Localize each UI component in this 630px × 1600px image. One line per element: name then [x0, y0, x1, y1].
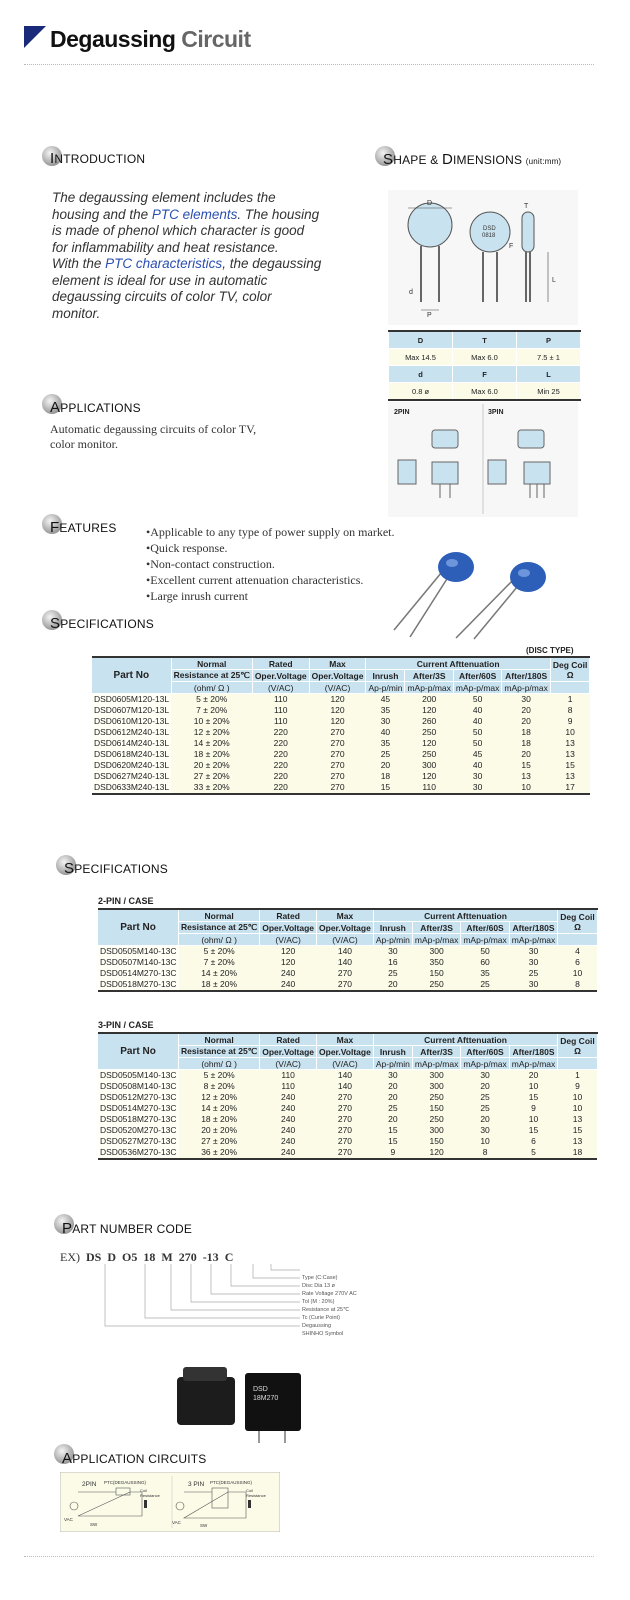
list-item: • Large inrush current — [146, 588, 394, 604]
table-cell: 120 — [309, 694, 366, 706]
features-heading: FEATURES — [50, 519, 117, 536]
table-cell: DSD0507M140-13C — [100, 957, 177, 967]
disc-type-label: (DISC TYPE) — [526, 646, 574, 655]
table-cell: 300 — [412, 1125, 460, 1136]
table-cell: DSD0518M270-13C — [100, 1114, 177, 1124]
svg-text:Coil: Coil — [246, 1488, 253, 1493]
table-cell: 13 — [550, 749, 589, 760]
table-cell: 18 — [502, 738, 550, 749]
table-cell: 240 — [260, 1103, 317, 1114]
table-cell: 50 — [461, 946, 509, 958]
table-cell: 17 — [550, 782, 589, 794]
table-cell: 300 — [412, 1070, 460, 1082]
table-cell: 12 ± 20% — [179, 1092, 260, 1103]
table-cell: 300 — [412, 946, 460, 958]
table-cell: 40 — [453, 760, 501, 771]
table-cell: 5 ± 20% — [179, 1070, 260, 1082]
table-cell: 150 — [412, 1136, 460, 1147]
features-list — [146, 524, 394, 604]
table-row — [98, 1081, 597, 1092]
table-cell: 25 — [373, 1103, 412, 1114]
table-cell: 10 — [558, 968, 597, 979]
table-cell: 30 — [453, 771, 501, 782]
table-cell: 240 — [260, 1147, 317, 1159]
table-cell: 270 — [317, 1103, 374, 1114]
svg-text:Resistance: Resistance — [246, 1493, 266, 1498]
table-row — [92, 771, 590, 782]
table-cell: 270 — [317, 968, 374, 979]
table-cell: DSD0612M240-13L — [94, 727, 170, 737]
table-cell: 20 — [373, 1092, 412, 1103]
table-cell: 140 — [317, 1081, 374, 1092]
table-cell: 60 — [461, 957, 509, 968]
table-cell: 120 — [405, 771, 453, 782]
table-row — [98, 1103, 597, 1114]
table-cell: 25 — [461, 979, 509, 991]
table-cell: 45 — [453, 749, 501, 760]
table-cell: 6 — [558, 957, 597, 968]
table-cell: 1 — [550, 694, 589, 706]
table-cell: 240 — [260, 1114, 317, 1125]
table-cell: 8 — [550, 705, 589, 716]
table-cell: 10 — [550, 727, 589, 738]
table-row — [92, 760, 590, 771]
svg-text:DSD: DSD — [253, 1386, 268, 1393]
table-row — [98, 946, 597, 958]
table-cell: 50 — [453, 727, 501, 738]
table-cell: 30 — [373, 946, 412, 958]
table-cell: 270 — [317, 1092, 374, 1103]
table-cell: DSD0536M270-13C — [100, 1147, 177, 1157]
table-cell: 18 — [502, 727, 550, 738]
svg-text:18M270: 18M270 — [253, 1395, 279, 1402]
specifications-heading: SPECIFICATIONS — [64, 860, 168, 877]
dimension-drawing — [388, 190, 578, 325]
table-cell: 240 — [260, 1125, 317, 1136]
table-cell: 140 — [317, 946, 374, 958]
table-cell: 9 — [509, 1103, 557, 1114]
table-cell: 25 — [509, 968, 557, 979]
table-cell: 20 — [373, 1081, 412, 1092]
table-cell: 240 — [260, 1092, 317, 1103]
divider — [24, 1556, 594, 1557]
table-cell: 110 — [252, 705, 309, 716]
svg-text:PTC(DEGAUSSING): PTC(DEGAUSSING) — [210, 1480, 253, 1485]
svg-text:SW: SW — [200, 1523, 208, 1528]
table-row — [92, 727, 590, 738]
table-cell: 120 — [309, 716, 366, 727]
table-cell: 20 — [461, 1114, 509, 1125]
table-cell: 250 — [412, 979, 460, 991]
table-cell: DSD0508M140-13C — [100, 1081, 177, 1091]
table-cell: DSD0610M120-13L — [94, 716, 170, 726]
table-cell: 270 — [317, 1125, 374, 1136]
svg-text:3 PIN: 3 PIN — [188, 1481, 205, 1488]
introduction-heading: INTRODUCTION — [50, 150, 146, 167]
table-cell: 250 — [405, 727, 453, 738]
table-row — [92, 782, 590, 794]
table-cell: 150 — [412, 1103, 460, 1114]
table-cell: 27 ± 20% — [171, 771, 252, 782]
table-cell: 270 — [317, 1147, 374, 1159]
table-cell: 13 — [558, 1114, 597, 1125]
applications-text: Automatic degaussing circuits of color TV, color monitor. — [50, 422, 257, 451]
table-cell: 30 — [509, 979, 557, 991]
table-row — [98, 1136, 597, 1147]
two-pin-spec-table: Part No Normal Rated Max Current Afttenuation Deg Coil Ω Resistance at 25℃ Oper.Voltage Oper.Voltage Inrush After/3S After/60S After/180S (ohm/ Ω ) (V/AC) (V/AC) Ap-p/min mAp-p/max mAp-p/max mAp-p/max DSD0505M140-13C 5 ± 20% 120 140 30 300 50 30 4 DSD0507M140-13C 7 ± 20% 120 140 16 350 60 30 6 DSD0514M270-13C 14 ± 20% 240 270 25 150 35 25 10 DSD0518M270-13C 18 ± 20% 240 270 20 250 25 30 8 — [98, 908, 598, 992]
table-cell: 300 — [412, 1081, 460, 1092]
table-cell: 270 — [309, 727, 366, 738]
table-cell: 220 — [252, 727, 309, 738]
table-cell: DSD0527M270-13C — [100, 1136, 177, 1146]
table-cell: 15 — [509, 1092, 557, 1103]
table-cell: 20 — [366, 760, 405, 771]
table-row — [98, 1147, 597, 1159]
table-cell: 6 — [509, 1136, 557, 1147]
table-cell: DSD0518M270-13C — [100, 979, 177, 989]
table-cell: 10 ± 20% — [171, 716, 252, 727]
table-cell: 260 — [405, 716, 453, 727]
table-cell: 270 — [317, 1114, 374, 1125]
page-title: Degaussing Circuit — [50, 26, 251, 52]
table-cell: 120 — [260, 957, 317, 968]
list-item: • Applicable to any type of power supply on market. — [146, 524, 394, 540]
table-cell: DSD0633M240-13L — [94, 782, 170, 792]
table-cell: 40 — [366, 727, 405, 738]
table-cell: 7 ± 20% — [179, 957, 260, 968]
table-cell: 110 — [252, 694, 309, 706]
table-cell: 50 — [453, 738, 501, 749]
table-cell: 20 — [373, 1114, 412, 1125]
table-cell: 110 — [405, 782, 453, 794]
table-cell: 20 — [502, 705, 550, 716]
svg-text:VAC: VAC — [64, 1517, 73, 1522]
list-item: • Non-contact construction. — [146, 556, 394, 572]
shape-dimensions-heading: SHAPE & DIMENSIONS (unit:mm) — [383, 151, 562, 168]
table-cell: 30 — [461, 1070, 509, 1082]
table-cell: 240 — [260, 1136, 317, 1147]
table-row — [92, 705, 590, 716]
table-cell: 35 — [461, 968, 509, 979]
table-cell: 10 — [509, 1081, 557, 1092]
table-cell: 270 — [317, 1136, 374, 1147]
part-number-leader-lines — [95, 1264, 305, 1336]
table-cell: 140 — [317, 957, 374, 968]
table-cell: 25 — [461, 1103, 509, 1114]
table-cell: 220 — [252, 782, 309, 794]
table-cell: 7 ± 20% — [171, 705, 252, 716]
table-cell: 120 — [309, 705, 366, 716]
table-cell: 25 — [373, 968, 412, 979]
table-cell: 110 — [252, 716, 309, 727]
table-cell: 270 — [309, 749, 366, 760]
table-cell: DSD0614M240-13L — [94, 738, 170, 748]
table-cell: 8 — [558, 979, 597, 991]
table-cell: 9 — [550, 716, 589, 727]
svg-text:DSD: DSD — [483, 226, 496, 232]
svg-text:d: d — [409, 289, 413, 296]
application-circuits-heading: APPLICATION CIRCUITS — [62, 1450, 207, 1467]
table-cell: DSD0514M270-13C — [100, 968, 177, 978]
part-number-legend: Type (C:Case) Disc Dia 13 ø Rate Voltage 270V AC Tol (M : 20%) Resistance at 25℃ Tc (Curie Point) Degaussing SHINHO Symbol — [302, 1275, 357, 1337]
table-cell: 30 — [453, 782, 501, 794]
table-cell: DSD0505M140-13C — [100, 1070, 177, 1080]
table-cell: 10 — [509, 1114, 557, 1125]
table-cell: DSD0520M270-13C — [100, 1125, 177, 1135]
table-cell: 15 — [366, 782, 405, 794]
svg-text:3PIN: 3PIN — [488, 409, 504, 416]
list-item: • Excellent current attenuation characteristics. — [146, 572, 394, 588]
table-cell: 16 — [373, 957, 412, 968]
table-cell: 120 — [412, 1147, 460, 1159]
table-cell: 120 — [405, 705, 453, 716]
table-cell: 14 ± 20% — [179, 1103, 260, 1114]
table-cell: 20 ± 20% — [179, 1125, 260, 1136]
table-cell: 40 — [453, 716, 501, 727]
table-cell: 270 — [309, 760, 366, 771]
table-row — [98, 1092, 597, 1103]
svg-text:Resistance: Resistance — [140, 1493, 160, 1498]
list-item: • Quick response. — [146, 540, 394, 556]
table-cell: 220 — [252, 738, 309, 749]
svg-text:PTC(DEGAUSSING): PTC(DEGAUSSING) — [104, 1480, 147, 1485]
table-cell: 30 — [461, 1125, 509, 1136]
svg-text:D: D — [427, 200, 433, 207]
table-row — [98, 1114, 597, 1125]
table-cell: 18 — [366, 771, 405, 782]
table-cell: 40 — [453, 705, 501, 716]
table-cell: 18 ± 20% — [179, 979, 260, 991]
svg-text:VAC: VAC — [172, 1520, 181, 1525]
table-row — [92, 749, 590, 760]
disc-spec-table: Part No Normal Rated Max Current Afttenuation Deg Coil Ω Resistance at 25℃ Oper.Voltage Oper.Voltage Inrush After/3S After/60S After/180S (ohm/ Ω ) (V/AC) (V/AC) Ap-p/min mAp-p/max mAp-p/max mAp-p/max DSD0605M120-13L 5 ± 20% 110 120 45 200 50 30 1 DSD0607M120-13L 7 ± 20% 110 120 35 120 40 20 8 DSD0610M120-13L 10 ± 20% 110 120 30 260 40 20 9 DSD0612M240-13L 12 ± 20% 220 270 40 250 50 18 10 DSD0614M240-13L 14 ± 20% 220 270 35 120 50 18 13 DSD0618M240-13L 18 ± 20% 220 270 25 250 45 20 13 DSD0620M240-13L 20 ± 20% 220 270 20 300 40 15 15 DSD0627M240-13L 27 ± 20% 220 270 18 120 30 13 13 DSD0633M240-13L 33 ± 20% 220 270 15 110 30 10 17 — [92, 656, 590, 795]
table-cell: DSD0620M240-13L — [94, 760, 170, 770]
table-cell: 15 — [373, 1136, 412, 1147]
table-cell: 18 — [558, 1147, 597, 1159]
table-cell: 15 — [509, 1125, 557, 1136]
table-cell: 20 — [502, 749, 550, 760]
table-cell: 13 — [550, 771, 589, 782]
table-cell: 150 — [412, 968, 460, 979]
table-cell: 13 — [558, 1136, 597, 1147]
table-row — [98, 968, 597, 979]
table-cell: DSD0514M270-13C — [100, 1103, 177, 1113]
table-row — [98, 957, 597, 968]
table-cell: 270 — [309, 771, 366, 782]
table-row — [92, 694, 590, 706]
table-cell: 20 — [509, 1070, 557, 1082]
application-circuit-diagram — [60, 1472, 280, 1532]
table-cell: 5 ± 20% — [179, 946, 260, 958]
table-cell: 110 — [260, 1070, 317, 1082]
table-cell: 350 — [412, 957, 460, 968]
table-cell: 250 — [405, 749, 453, 760]
svg-text:P: P — [427, 312, 432, 319]
table-cell: 15 — [558, 1125, 597, 1136]
table-cell: DSD0505M140-13C — [100, 946, 177, 956]
table-cell: 10 — [502, 782, 550, 794]
svg-text:F: F — [509, 243, 514, 250]
svg-text:0818: 0818 — [482, 233, 496, 239]
two-pin-case-label: 2-PIN / CASE — [98, 896, 154, 906]
table-cell: 20 — [461, 1081, 509, 1092]
disc-product-image — [390, 525, 570, 640]
svg-text:2PIN: 2PIN — [82, 1481, 97, 1488]
table-cell: 120 — [405, 738, 453, 749]
case-product-image — [175, 1365, 305, 1445]
table-cell: 300 — [405, 760, 453, 771]
table-cell: 250 — [412, 1092, 460, 1103]
table-cell: 13 — [550, 738, 589, 749]
applications-heading: APPLICATIONS — [50, 399, 141, 416]
table-cell: 4 — [558, 946, 597, 958]
svg-text:2PIN: 2PIN — [394, 409, 410, 416]
svg-text:SW: SW — [90, 1522, 98, 1527]
table-cell: 5 ± 20% — [171, 694, 252, 706]
specifications-heading: SPECIFICATIONS — [50, 615, 154, 632]
table-row — [98, 979, 597, 991]
table-cell: 220 — [252, 760, 309, 771]
title-triangle-icon — [24, 26, 46, 48]
dimension-table: D T P Max 14.5 Max 6.0 7.5 ± 1 d F L 0.8 ø Max 6.0 Min 25 — [388, 330, 581, 401]
divider — [24, 64, 594, 65]
table-cell: 220 — [252, 749, 309, 760]
table-cell: 30 — [509, 946, 557, 958]
table-cell: 20 ± 20% — [171, 760, 252, 771]
table-cell: 33 ± 20% — [171, 782, 252, 794]
svg-text:L: L — [552, 277, 556, 284]
table-cell: 20 — [502, 716, 550, 727]
table-cell: 27 ± 20% — [179, 1136, 260, 1147]
table-cell: 8 — [461, 1147, 509, 1159]
table-cell: 35 — [366, 738, 405, 749]
table-cell: 240 — [260, 968, 317, 979]
table-cell: 30 — [502, 694, 550, 706]
table-cell: 35 — [366, 705, 405, 716]
three-pin-case-label: 3-PIN / CASE — [98, 1020, 154, 1030]
table-cell: DSD0607M120-13L — [94, 705, 170, 715]
table-cell: 200 — [405, 694, 453, 706]
table-cell: 14 ± 20% — [171, 738, 252, 749]
table-cell: 8 ± 20% — [179, 1081, 260, 1092]
table-cell: 25 — [366, 749, 405, 760]
table-cell: 50 — [453, 694, 501, 706]
table-cell: 120 — [260, 946, 317, 958]
table-cell: 15 — [373, 1125, 412, 1136]
table-cell: 240 — [260, 979, 317, 991]
pin-case-drawing — [388, 402, 578, 517]
table-row — [98, 1070, 597, 1082]
table-row — [98, 1125, 597, 1136]
table-cell: 250 — [412, 1114, 460, 1125]
table-cell: 15 — [502, 760, 550, 771]
table-cell: 1 — [558, 1070, 597, 1082]
table-cell: 36 ± 20% — [179, 1147, 260, 1159]
table-cell: 5 — [509, 1147, 557, 1159]
table-cell: DSD0618M240-13L — [94, 749, 170, 759]
table-cell: 30 — [366, 716, 405, 727]
three-pin-spec-table: Part No Normal Rated Max Current Afttenuation Deg Coil Ω Resistance at 25℃ Oper.Voltage Oper.Voltage Inrush After/3S After/60S After/180S (ohm/ Ω ) (V/AC) (V/AC) Ap-p/min mAp-p/max mAp-p/max mAp-p/max DSD0505M140-13C 5 ± 20% 110 140 30 300 30 20 1 DSD0508M140-13C 8 ± 20% 110 140 20 300 20 10 9 DSD0512M270-13C 12 ± 20% 240 270 20 250 25 15 10 DSD0514M270-13C 14 ± 20% 240 270 25 150 25 9 10 DSD0518M270-13C 18 ± 20% 240 270 20 250 20 10 13 DSD0520M270-13C 20 ± 20% 240 270 15 300 30 15 15 DSD0527M270-13C 27 ± 20% 240 270 15 150 10 6 13 DSD0536M270-13C 36 ± 20% 240 270 9 120 8 5 18 — [98, 1032, 598, 1160]
table-cell: 45 — [366, 694, 405, 706]
table-cell: 30 — [373, 1070, 412, 1082]
svg-text:T: T — [524, 203, 529, 210]
svg-text:Coil: Coil — [140, 1488, 147, 1493]
table-cell: 13 — [502, 771, 550, 782]
introduction-text: The degaussing element includes the housing and the PTC elements. The housing is made of phenol which character is good for inflammability and heat resistance. With the PTC characteristics, the degaussing element is ideal for use in automatic degaussing circuits of color TV, color monitor. — [52, 190, 322, 321]
table-row — [92, 738, 590, 749]
table-cell: DSD0627M240-13L — [94, 771, 170, 781]
table-cell: 140 — [317, 1070, 374, 1082]
table-cell: 9 — [373, 1147, 412, 1159]
table-cell: 30 — [509, 957, 557, 968]
table-cell: DSD0512M270-13C — [100, 1092, 177, 1102]
table-cell: 9 — [558, 1081, 597, 1092]
part-number-example: EX) DS D O5 18 M 270 -13 C — [60, 1250, 234, 1264]
table-cell: 12 ± 20% — [171, 727, 252, 738]
table-cell: 10 — [558, 1103, 597, 1114]
table-cell: 15 — [550, 760, 589, 771]
table-cell: 25 — [461, 1092, 509, 1103]
table-cell: 18 ± 20% — [171, 749, 252, 760]
table-cell: 10 — [461, 1136, 509, 1147]
part-number-heading: PART NUMBER CODE — [62, 1220, 193, 1237]
table-cell: 270 — [309, 738, 366, 749]
table-cell: 220 — [252, 771, 309, 782]
table-cell: 10 — [558, 1092, 597, 1103]
table-row — [92, 716, 590, 727]
table-cell: 20 — [373, 979, 412, 991]
table-cell: 270 — [309, 782, 366, 794]
table-cell: DSD0605M120-13L — [94, 694, 170, 704]
table-cell: 270 — [317, 979, 374, 991]
table-cell: 18 ± 20% — [179, 1114, 260, 1125]
table-cell: 110 — [260, 1081, 317, 1092]
table-cell: 14 ± 20% — [179, 968, 260, 979]
